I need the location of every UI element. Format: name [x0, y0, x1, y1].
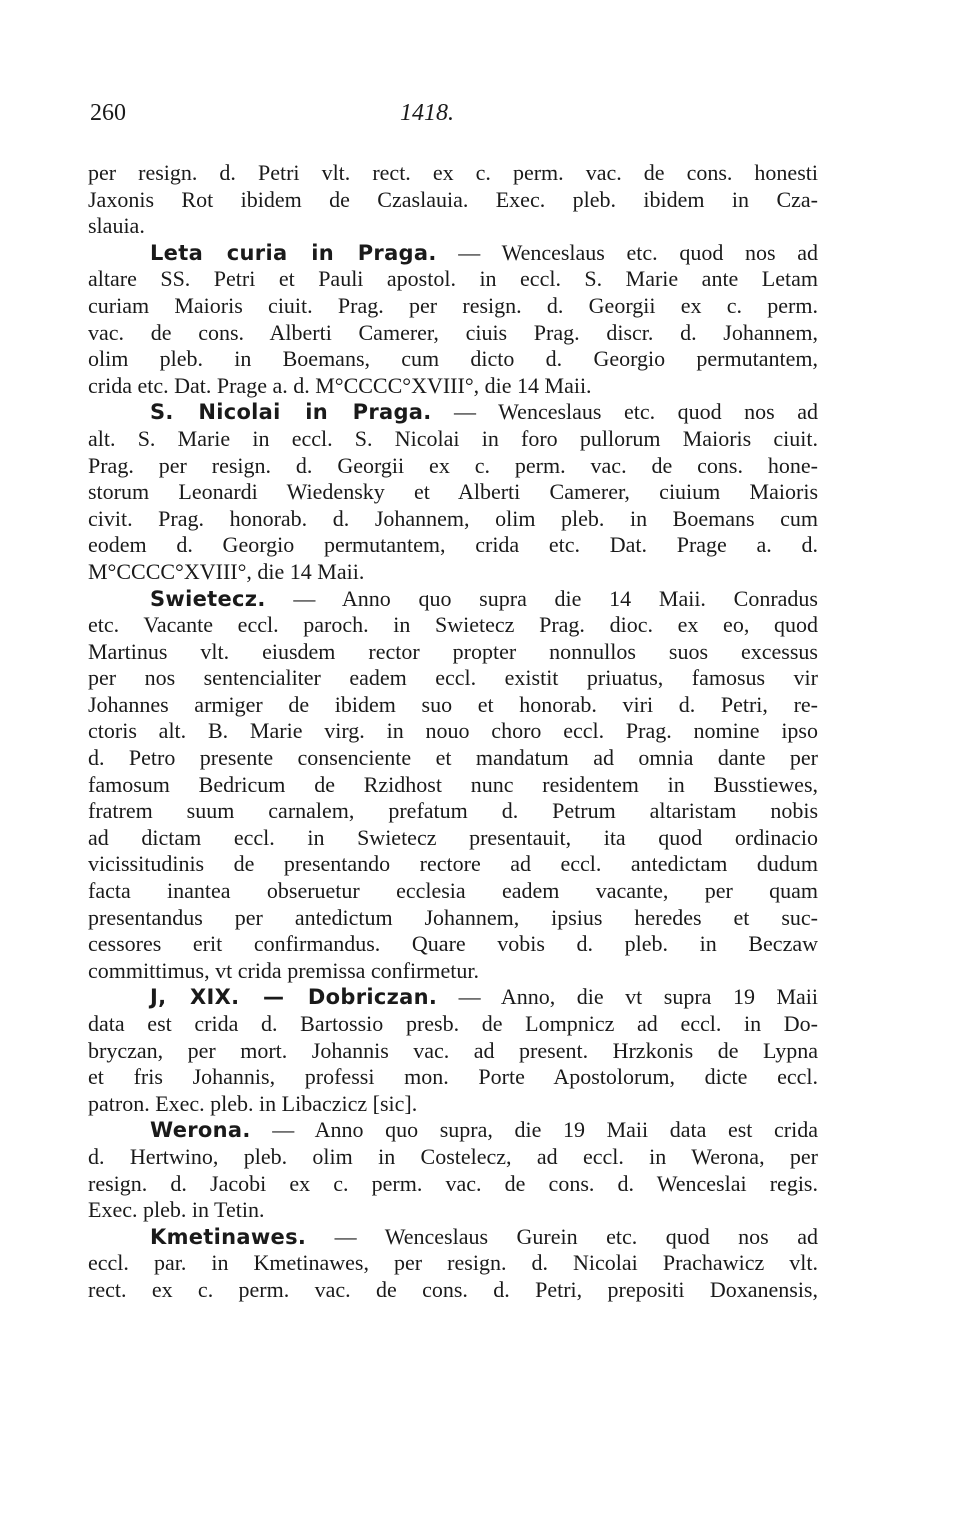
line-text: — Wenceslaus etc. quod nos ad — [431, 399, 818, 425]
page-header — [90, 100, 810, 140]
line-text: facta inantea obseruetur ecclesia eadem vacante, per quam — [88, 878, 818, 904]
line-text: crida etc. Dat. Prage a. d. M°CCCC°XVIII°, die 14 Maii. — [88, 372, 592, 398]
text-line — [88, 426, 818, 453]
line-text: vicissitudinis de presentando rectore ad eccl. antedictam dudum — [88, 851, 818, 877]
line-text: Johannes armiger de ibidem suo et honorab. viri d. Petri, re- — [88, 691, 818, 717]
running-head-year: 1418. — [400, 100, 454, 126]
text-line — [88, 931, 818, 958]
text-line — [88, 293, 818, 320]
line-text: resign. d. Jacobi ex c. perm. vac. de cons. d. Wenceslai regis. — [88, 1170, 818, 1196]
line-text: bryczan, per mort. Johannis vac. ad present. Hrzkonis de Lypna — [88, 1037, 818, 1063]
line-text: olim pleb. in Boemans, cum dicto d. Georgio permutantem, — [88, 346, 818, 372]
line-text: ctoris alt. B. Marie virg. in nouo choro eccl. Prag. nomine ipso — [88, 718, 818, 744]
entry-heading: J, XIX. — Dobriczan. — [150, 985, 438, 1010]
entry-heading: Kmetinawes. — [150, 1224, 307, 1249]
line-text: slauia. — [88, 213, 145, 239]
text-line — [88, 346, 818, 373]
text-line — [88, 905, 818, 932]
line-text: presentandus per antedictum Johannem, ipsius heredes et suc- — [88, 904, 818, 930]
text-line — [88, 1091, 818, 1118]
line-text: eodem d. Georgio permutantem, crida etc. Dat. Prage a. d. — [88, 532, 818, 558]
line-text: storum Leonardi Wiedensky et Alberti Camerer, ciuium Maioris — [88, 479, 818, 505]
entry-heading: Werona. — [150, 1118, 251, 1143]
text-line — [88, 1064, 818, 1091]
line-text: per resign. d. Petri vlt. rect. ex c. perm. vac. de cons. honesti — [88, 160, 818, 185]
text-line — [88, 320, 818, 347]
document-body — [88, 160, 818, 1304]
line-text: data est crida d. Bartossio presb. de Lompnicz ad eccl. in Do- — [88, 1011, 818, 1036]
line-text: d. Hertwino, pleb. olim in Costelecz, ad eccl. in Werona, per — [88, 1143, 818, 1169]
entry-heading: Swietecz. — [150, 586, 266, 611]
page-number: 260 — [90, 100, 126, 126]
line-text: — Wenceslaus Gurein etc. quod nos ad — [306, 1223, 818, 1249]
entry-first-line — [88, 399, 818, 426]
line-text: rect. ex c. perm. vac. de cons. d. Petri, prepositi Doxanensis, — [88, 1276, 818, 1302]
entry-heading: S. Nicolai in Praga. — [150, 400, 432, 425]
text-line — [88, 1250, 818, 1277]
text-line — [88, 1171, 818, 1198]
line-text: d. Petro presente consenciente et mandatum ad omnia dante per — [88, 745, 818, 771]
entry-first-line — [88, 1224, 818, 1251]
text-line — [88, 1038, 818, 1065]
text-line — [88, 745, 818, 772]
text-line — [88, 878, 818, 905]
text-line — [88, 1277, 818, 1304]
entry-first-line — [88, 586, 818, 613]
text-line — [88, 665, 818, 692]
line-text: Prag. per resign. d. Georgii ex c. perm. vac. de cons. hone- — [88, 452, 818, 478]
line-text: alt. S. Marie in eccl. S. Nicolai in foro pullorum Maioris ciuit. — [88, 425, 818, 451]
text-line — [88, 1197, 818, 1224]
line-text: — Anno, die vt supra 19 Maii — [437, 984, 818, 1010]
text-line — [88, 612, 818, 639]
line-text: civit. Prag. honorab. d. Johannem, olim pleb. in Boemans cum — [88, 505, 818, 531]
line-text: Jaxonis Rot ibidem de Czaslauia. Exec. pleb. ibidem in Cza- — [88, 186, 818, 212]
line-text: Exec. pleb. in Tetin. — [88, 1197, 265, 1223]
text-line — [88, 453, 818, 480]
line-text: — Anno quo supra die 14 Maii. Conradus — [265, 585, 818, 611]
line-text: fratrem suum carnalem, prefatum d. Petrum altaristam nobis — [88, 798, 818, 824]
line-text: patron. Exec. pleb. in Libaczicz [sic]. — [88, 1090, 418, 1116]
entry-first-line — [88, 240, 818, 267]
text-line — [88, 798, 818, 825]
line-text: famosum Bedricum de Rzidhost nunc residentem in Busstiewes, — [88, 771, 818, 797]
text-line — [88, 559, 818, 586]
text-line — [88, 772, 818, 799]
text-line — [88, 479, 818, 506]
line-text: Martinus vlt. eiusdem rector propter nonnullos suos excessus — [88, 638, 818, 664]
text-line — [88, 1144, 818, 1171]
line-text: ad dictam eccl. in Swietecz presentauit, ita quod ordinacio — [88, 824, 818, 850]
text-line — [88, 718, 818, 745]
text-line — [88, 373, 818, 400]
line-text: — Anno quo supra, die 19 Maii data est crida — [250, 1117, 818, 1143]
line-text: cessores erit confirmandus. Quare vobis d. pleb. in Beczaw — [88, 931, 818, 957]
text-line — [88, 187, 818, 214]
line-text: et fris Johannis, professi mon. Porte Apostolorum, dicte eccl. — [88, 1064, 818, 1090]
line-text: altare SS. Petri et Pauli apostol. in eccl. S. Marie ante Letam — [88, 266, 818, 292]
text-line — [88, 851, 818, 878]
text-line — [88, 1011, 818, 1038]
line-text: — Wenceslaus etc. quod nos ad — [436, 239, 818, 265]
line-text: M°CCCC°XVIII°, die 14 Maii. — [88, 558, 365, 584]
entry-first-line — [88, 1117, 818, 1144]
line-text: curiam Maioris ciuit. Prag. per resign. d. Georgii ex c. perm. — [88, 292, 818, 318]
line-text: vac. de cons. Alberti Camerer, ciuis Prag. discr. d. Johannem, — [88, 319, 818, 345]
line-text: eccl. par. in Kmetinawes, per resign. d. Nicolai Prachawicz vlt. — [88, 1250, 818, 1276]
text-line — [88, 532, 818, 559]
text-line — [88, 213, 818, 240]
text-line — [88, 639, 818, 666]
text-line — [88, 160, 818, 187]
line-text: etc. Vacante eccl. paroch. in Swietecz Prag. dioc. ex eo, quod — [88, 612, 818, 638]
text-line — [88, 825, 818, 852]
entry-heading: Leta curia in Praga. — [150, 240, 437, 265]
line-text: per nos sentencialiter eadem eccl. existit priuatus, famosus vir — [88, 665, 818, 691]
entry-first-line — [88, 984, 818, 1011]
text-line — [88, 506, 818, 533]
text-line — [88, 958, 818, 985]
text-line — [88, 692, 818, 719]
text-line — [88, 266, 818, 293]
line-text: committimus, vt crida premissa confirmetur. — [88, 957, 480, 983]
